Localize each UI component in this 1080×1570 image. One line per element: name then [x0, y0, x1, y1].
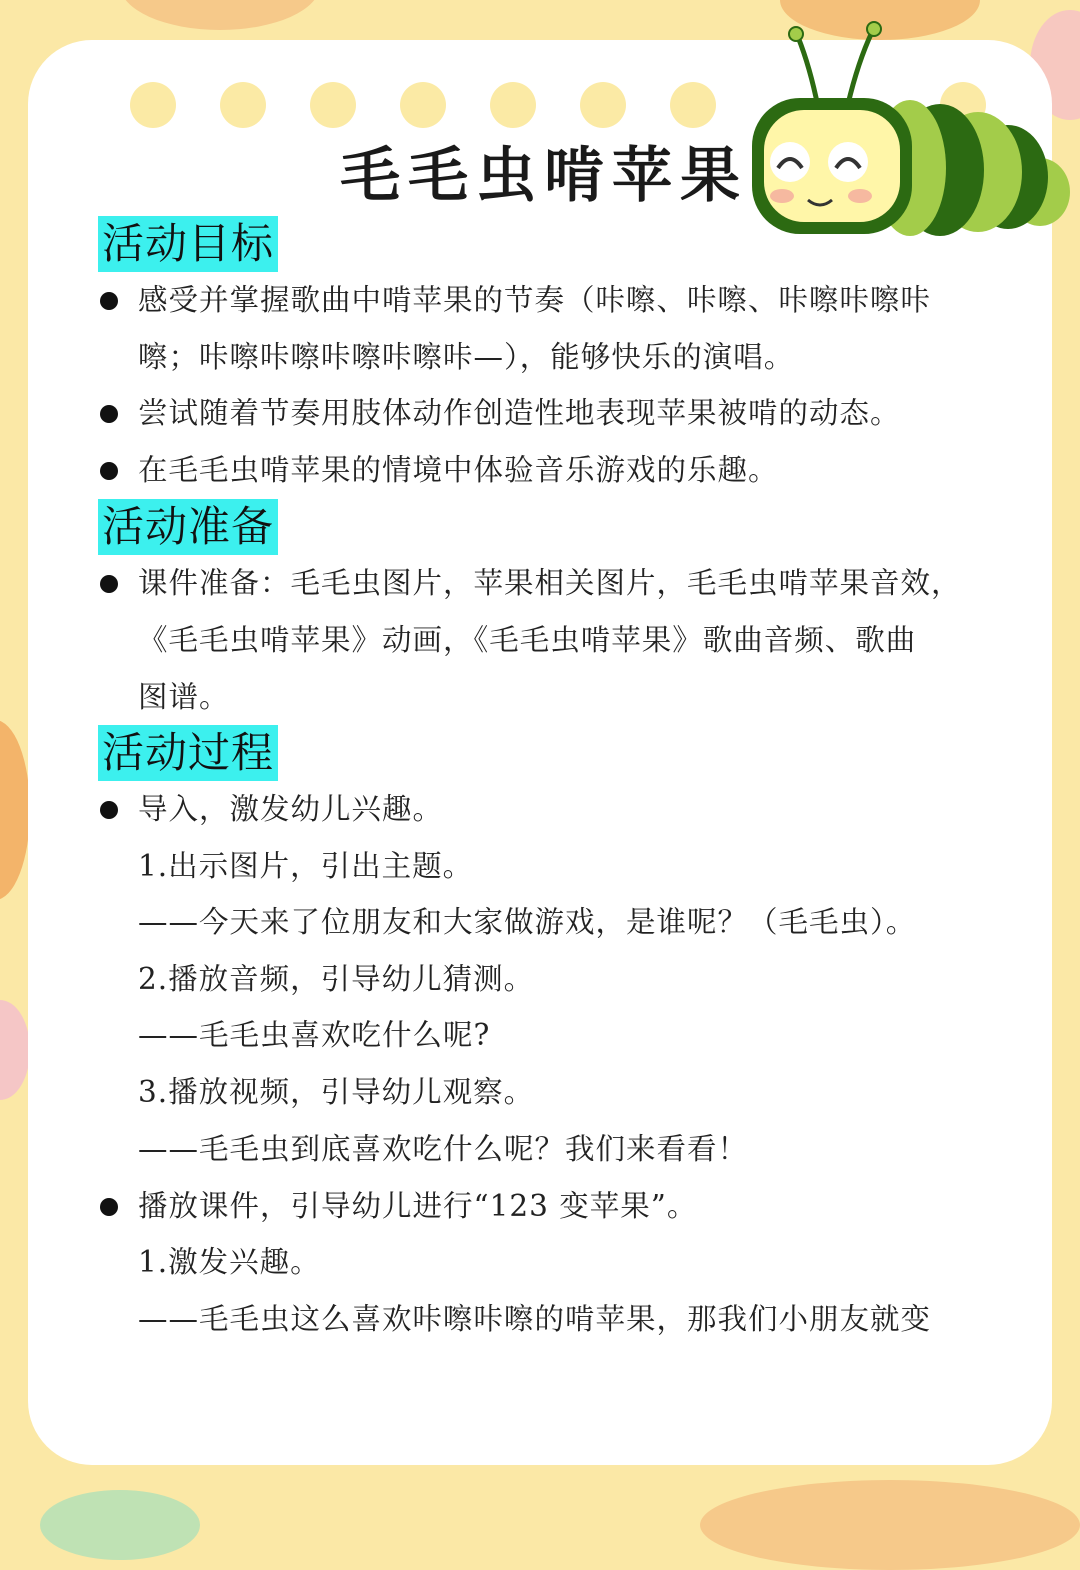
preparation-line: 课件准备：毛毛虫图片，苹果相关图片，毛毛虫啃苹果音效， [138, 566, 962, 600]
dot [490, 82, 536, 128]
dot [130, 82, 176, 128]
goal-line: 嚓；咔嚓咔嚓咔嚓咔嚓咔—），能够快乐的演唱。 [138, 340, 795, 374]
background-blob-left-pink [0, 1000, 30, 1100]
bullet-icon [100, 405, 118, 423]
process-line: 播放课件，引导幼儿进行“123 变苹果”。 [138, 1189, 698, 1223]
dot [220, 82, 266, 128]
section-heading-goals: 活动目标 [98, 216, 278, 272]
section-heading-preparation: 活动准备 [98, 499, 278, 555]
background-blob-left-orange [0, 720, 30, 900]
bullet-icon [100, 801, 118, 819]
dot [670, 82, 716, 128]
process-line: ——毛毛虫这么喜欢咔嚓咔嚓的啃苹果，那我们小朋友就变 [138, 1302, 932, 1336]
background-blob-bottom-right [700, 1480, 1080, 1570]
background-blob-bottom-green [40, 1490, 200, 1560]
dot [400, 82, 446, 128]
process-line: 1.激发兴趣。 [138, 1245, 321, 1279]
caterpillar-icon [740, 12, 1076, 242]
background-blob-top-left [120, 0, 320, 30]
dot [580, 82, 626, 128]
process-line: ——今天来了位朋友和大家做游戏，是谁呢？（毛毛虫）。 [138, 905, 917, 939]
preparation-line: 图谱。 [138, 680, 230, 714]
bullet-icon [100, 575, 118, 593]
page-title: 毛毛虫啃苹果 [340, 141, 748, 211]
process-line: 2.播放音频，引导幼儿猜测。 [138, 962, 535, 996]
section-heading-process: 活动过程 [98, 725, 278, 781]
process-line: ——毛毛虫到底喜欢吃什么呢？我们来看看！ [138, 1132, 749, 1166]
dot [310, 82, 356, 128]
bullet-icon [100, 292, 118, 310]
process-line: 1.出示图片，引出主题。 [138, 849, 474, 883]
process-line: ——毛毛虫喜欢吃什么呢? [138, 1018, 491, 1052]
goal-line: 感受并掌握歌曲中啃苹果的节奏（咔嚓、咔嚓、咔嚓咔嚓咔 [138, 283, 932, 317]
preparation-line: 《毛毛虫啃苹果》动画，《毛毛虫啃苹果》歌曲音频、歌曲 [138, 623, 917, 657]
process-line: 3.播放视频，引导幼儿观察。 [138, 1075, 535, 1109]
goal-line: 尝试随着节奏用肢体动作创造性地表现苹果被啃的动态。 [138, 396, 901, 430]
bullet-icon [100, 462, 118, 480]
bullet-icon [100, 1198, 118, 1216]
process-line: 导入，激发幼儿兴趣。 [138, 792, 444, 826]
goal-line: 在毛毛虫啃苹果的情境中体验音乐游戏的乐趣。 [138, 453, 779, 487]
